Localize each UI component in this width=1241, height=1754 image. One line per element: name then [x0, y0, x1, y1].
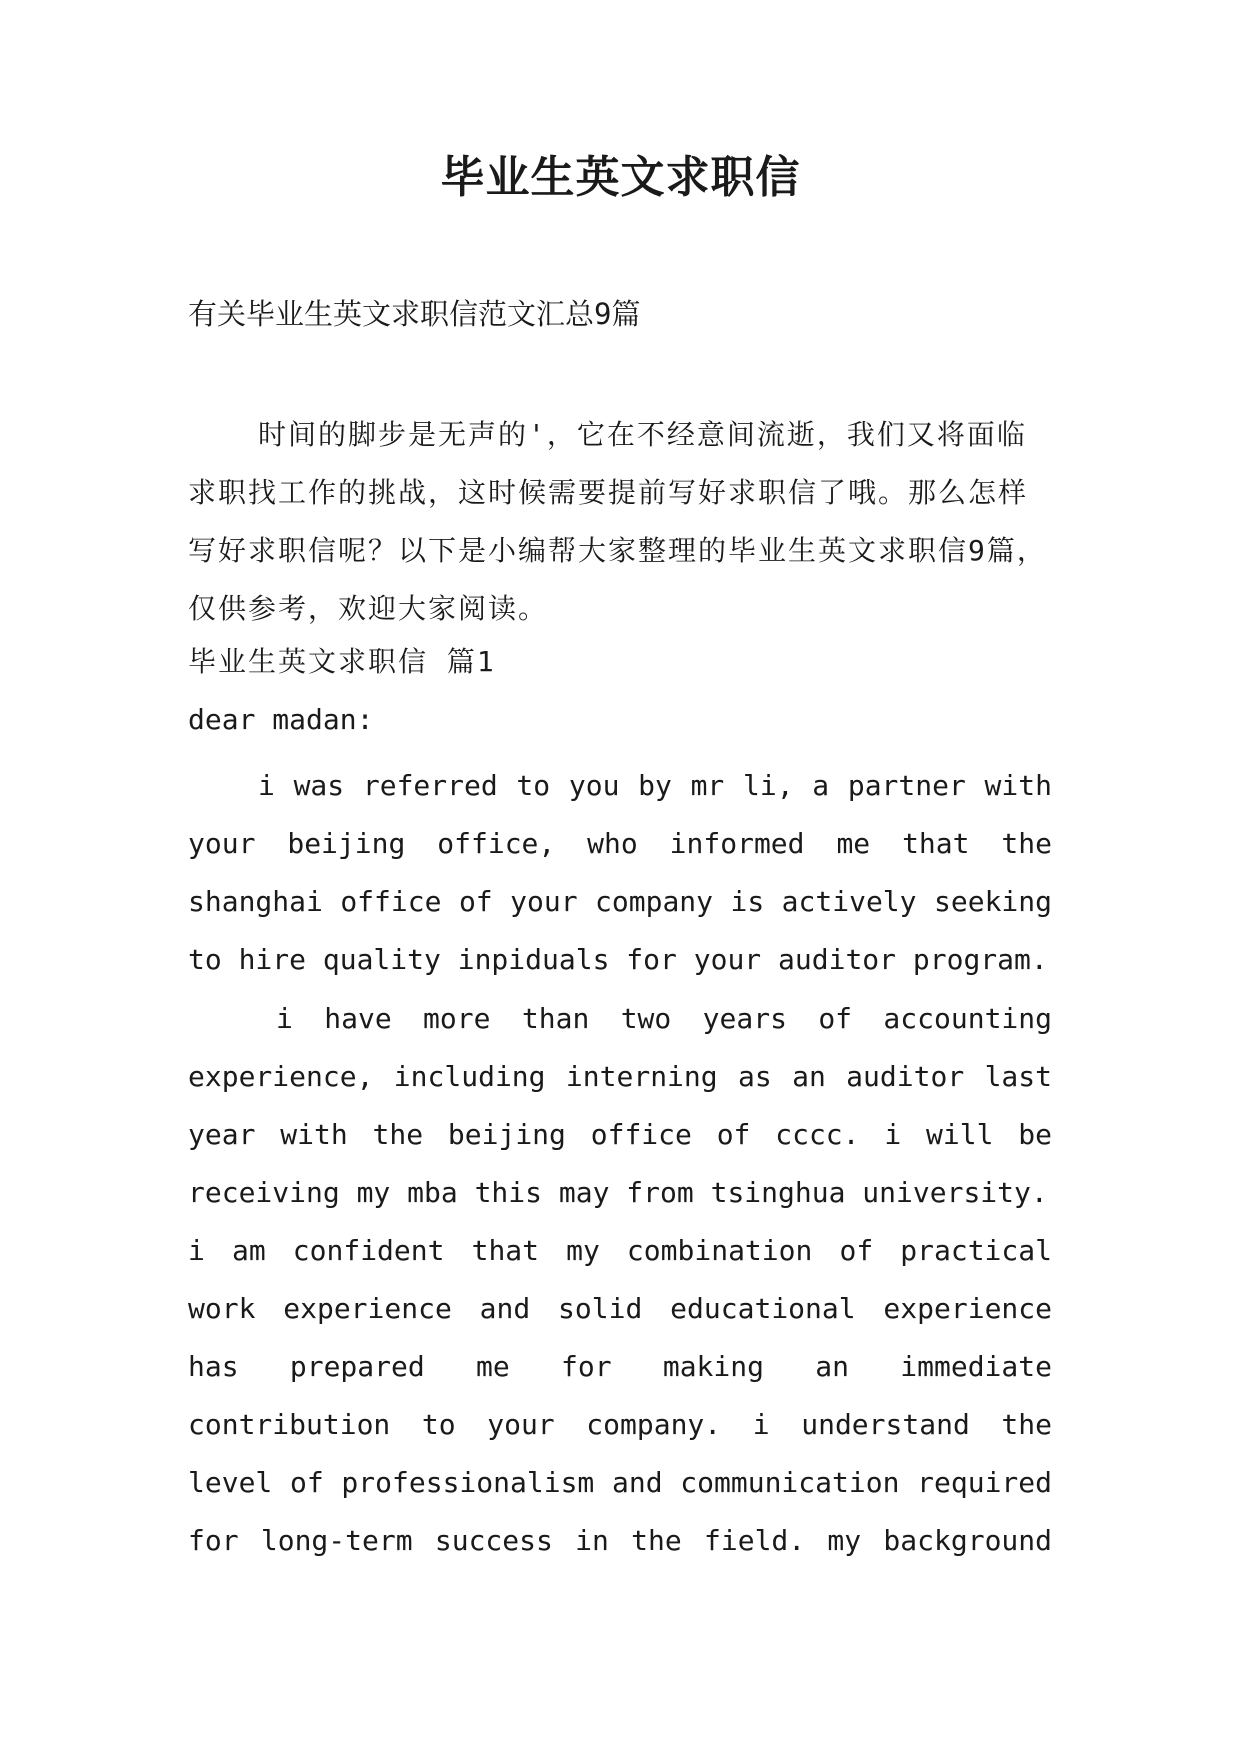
- intro-paragraph: 时间的脚步是无声的'，它在不经意间流逝，我们又将面临求职找工作的挑战，这时候需要提前写好求职信了哦。那么怎样写好求职信呢？以下是小编帮大家整理的毕业生英文求职信9篇，仅供参考，欢迎大家阅读。: [188, 418, 1047, 625]
- document-subtitle: 有关毕业生英文求职信范文汇总9篇: [188, 297, 641, 331]
- letter-paragraph: i am confident that my combination of practical work experience and solid educational experience has prepared me for making an immediate contribution to your company. i understand the level of professionalism and communication required for long-term success in the field. my background: [188, 1234, 1052, 1557]
- document-title: 毕业生英文求职信: [440, 152, 801, 203]
- letter-paragraph: i was referred to you by mr li, a partner with your beijing office, who informed me that the shanghai office of your company is actively seeking to hire quality inpiduals for your auditor program.: [188, 769, 1052, 976]
- letter-salutation: dear madan:: [188, 703, 374, 736]
- letter-paragraph: i have more than two years of accounting experience, including interning as an auditor last year with the beijing office of cccc. i will be receiving my mba this may from tsinghua university.: [188, 1002, 1052, 1209]
- section-heading: 毕业生英文求职信 篇1: [188, 645, 496, 678]
